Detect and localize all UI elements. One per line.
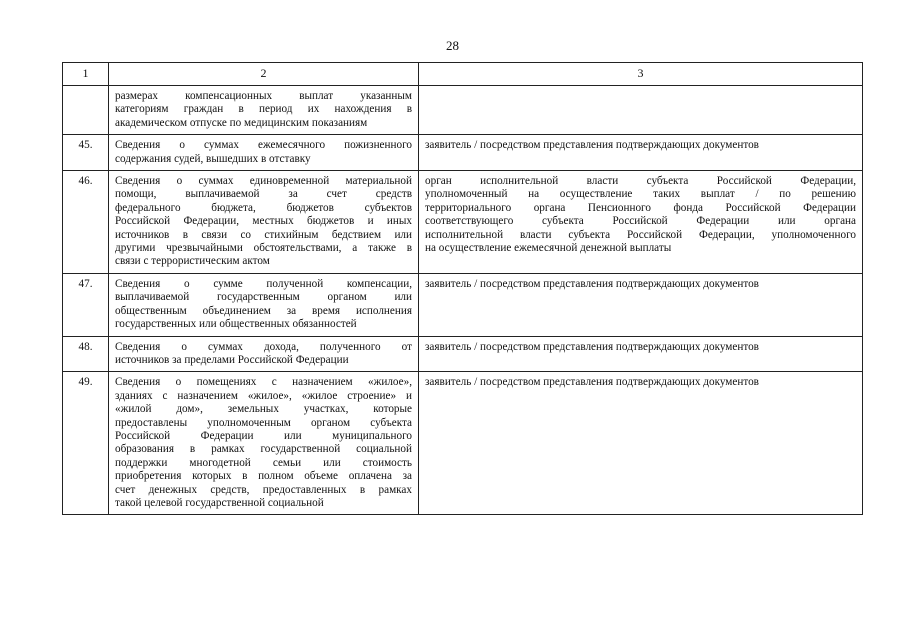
description-line: содержания судей, вышедших в отставку: [115, 152, 311, 165]
table-row: [63, 135, 863, 171]
description-line: Сведения о сумме полученной компенсации,: [115, 277, 412, 290]
description-line: счет денежных средств, предоставленных в рамках: [115, 483, 412, 496]
table-row: [63, 336, 863, 372]
table-body: [63, 86, 863, 515]
table-row: [63, 86, 863, 135]
description-line: академическом отпуске по медицинским показаниям: [115, 116, 368, 129]
description-line: категориям граждан в период их нахождения в: [115, 103, 412, 116]
source-line: заявитель / посредством представления подтверждающих документов: [425, 277, 759, 290]
description-line: выплачиваемой государственным органом или: [115, 291, 412, 304]
description-line: Сведения о суммах единовременной материальной: [115, 175, 412, 188]
description-line: государственных или общественных обязанностей: [115, 318, 357, 331]
source-line: территориального органа Пенсионного фонда Российской Федерации: [425, 201, 856, 214]
description-line: другими чрезвычайными обстоятельствами, а также в: [115, 242, 412, 255]
description-line: связи с террористическим актом: [115, 255, 270, 268]
description-line: такой целевой государственной социальной: [115, 496, 324, 509]
column-header-source: 3: [419, 63, 863, 86]
row-description-cell: [109, 171, 419, 274]
row-description-cell: [109, 273, 419, 336]
source-line: заявитель / посредством представления подтверждающих документов: [425, 376, 759, 389]
description-line: общественным объединением за время исполнения: [115, 304, 412, 317]
row-source-cell: [419, 171, 863, 274]
description-line: Российской Федерации, местных бюджетов и иных: [115, 215, 412, 228]
row-number-cell: 48.: [63, 336, 109, 372]
row-source-cell: [419, 135, 863, 171]
description-line: Сведения о помещениях с назначением «жилое»,: [115, 376, 412, 389]
source-line: уполномоченный на осуществление таких выплат / по решению: [425, 188, 856, 201]
column-header-description: 2: [109, 63, 419, 86]
description-line: источников за пределами Российской Федерации: [115, 353, 349, 366]
source-line: на осуществление ежемесячной денежной выплаты: [425, 242, 672, 255]
description-line: Сведения о суммах ежемесячного пожизненного: [115, 139, 412, 152]
row-source-cell: [419, 86, 863, 135]
table-row: [63, 273, 863, 336]
description-line: источников в связи со стихийным бедствием или: [115, 228, 412, 241]
row-description-cell: [109, 86, 419, 135]
source-line: исполнительной власти субъекта Российской Федерации, уполномоченного: [425, 228, 856, 241]
row-source-cell: [419, 273, 863, 336]
row-description-cell: [109, 372, 419, 515]
table-row: [63, 171, 863, 274]
row-number-cell: 46.: [63, 171, 109, 274]
row-source-cell: [419, 336, 863, 372]
row-source-cell: [419, 372, 863, 515]
page-number: 28: [446, 38, 459, 53]
row-number-cell: [63, 86, 109, 135]
description-line: Сведения о суммах дохода, полученного от: [115, 340, 412, 353]
row-description-cell: [109, 336, 419, 372]
source-line: орган исполнительной власти субъекта Российской Федерации,: [425, 175, 856, 188]
description-line: помощи, выплачиваемой за счет средств: [115, 188, 412, 201]
description-line: размерах компенсационных выплат указанным: [115, 90, 412, 102]
row-number-cell: 47.: [63, 273, 109, 336]
row-number-cell: 49.: [63, 372, 109, 515]
description-line: предоставлены уполномоченным органом субъекта: [115, 416, 412, 429]
description-line: зданиях с назначением «жилое», «жилое строение» и: [115, 389, 412, 402]
description-line: федерального бюджета, бюджетов субъектов: [115, 201, 412, 214]
row-number-cell: 45.: [63, 135, 109, 171]
column-header-number: 1: [63, 63, 109, 86]
description-line: поддержки многодетной семьи или стоимость: [115, 456, 412, 469]
document-table: [62, 62, 863, 515]
description-line: образования в рамках государственной социальной: [115, 443, 412, 456]
source-line: заявитель / посредством представления подтверждающих документов: [425, 139, 759, 152]
source-line: заявитель / посредством представления подтверждающих документов: [425, 340, 759, 353]
description-line: приобретения которых в полном объеме оплачена за: [115, 470, 412, 483]
description-line: «жилой дом», земельных участках, которые: [115, 403, 412, 416]
table-header-row: [63, 63, 863, 86]
table-row: [63, 372, 863, 515]
description-line: Российской Федерации или муниципального: [115, 429, 412, 442]
row-description-cell: [109, 135, 419, 171]
source-line: соответствующего субъекта Российской Федерации или органа: [425, 215, 856, 228]
